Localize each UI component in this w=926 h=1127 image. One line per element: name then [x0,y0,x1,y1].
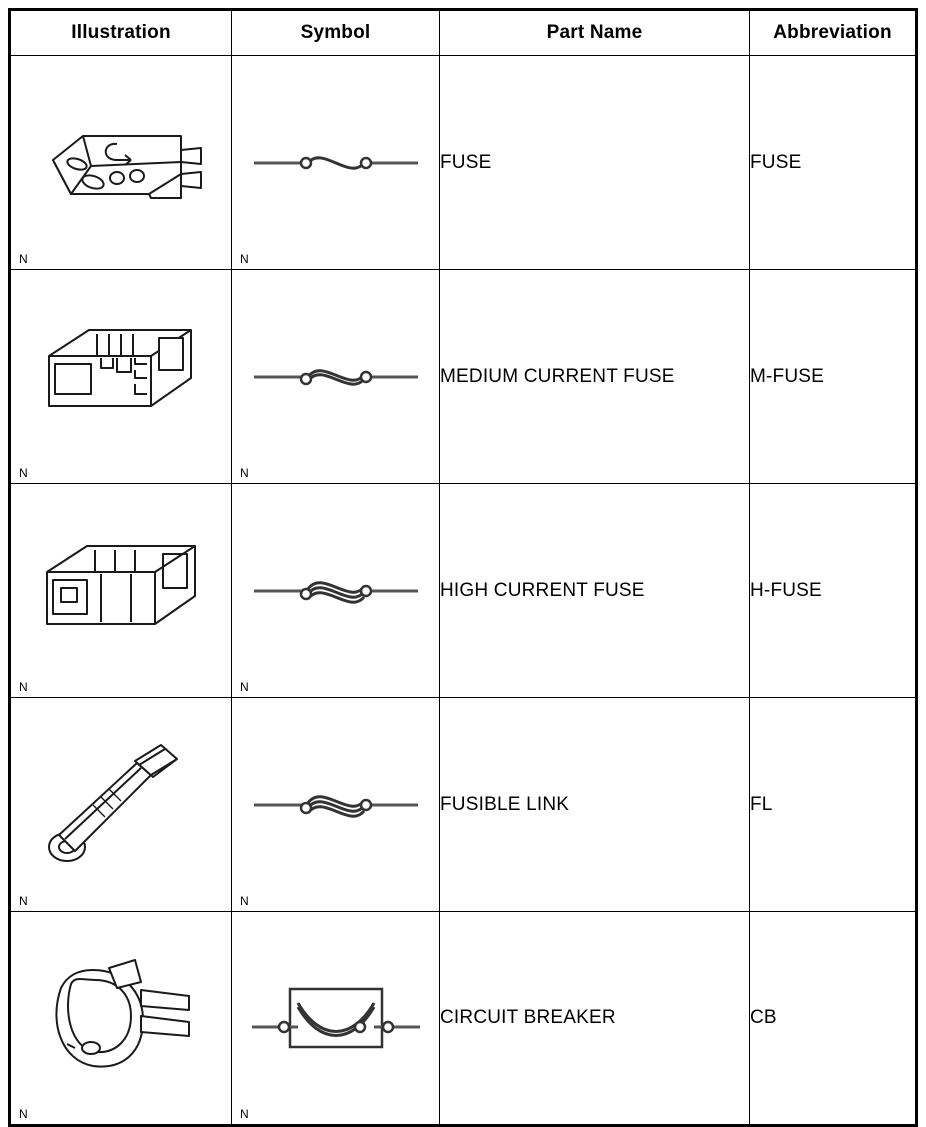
table-header [10,10,917,56]
symbol-note-mark: N [240,680,249,694]
blade-fuse-illustration [11,98,231,228]
symbol-cell [232,484,440,698]
column-header-illustration: Illustration [10,10,232,56]
parts-legend-page [0,8,926,1126]
fusible-link-symbol [232,775,439,835]
fuse-symbol [232,133,439,193]
table-row [10,270,917,484]
symbol-cell [232,270,440,484]
symbol-cell [232,912,440,1126]
illustration-cell [10,912,232,1126]
illustration-cell [10,484,232,698]
symbol-cell [232,56,440,270]
abbreviation-cell: CB [750,912,917,1126]
illustration-cell [10,698,232,912]
column-header-part-name: Part Name [440,10,750,56]
high-current-fuse-illustration [11,526,231,656]
table-body [10,56,917,1126]
part-name-cell: HIGH CURRENT FUSE [440,484,750,698]
symbol-note-mark: N [240,252,249,266]
symbol-note-mark: N [240,466,249,480]
circuit-breaker-illustration [11,948,231,1088]
fusible-link-illustration [11,735,231,875]
table-row [10,56,917,270]
medium-current-fuse-illustration [11,312,231,442]
symbol-cell [232,698,440,912]
illustration-note-mark: N [19,466,28,480]
part-name-cell: MEDIUM CURRENT FUSE [440,270,750,484]
symbol-note-mark: N [240,1107,249,1121]
abbreviation-cell: FL [750,698,917,912]
part-name-cell: CIRCUIT BREAKER [440,912,750,1126]
symbol-note-mark: N [240,894,249,908]
illustration-note-mark: N [19,252,28,266]
abbreviation-cell: FUSE [750,56,917,270]
illustration-note-mark: N [19,894,28,908]
table-header-row [10,10,917,56]
abbreviation-cell: M-FUSE [750,270,917,484]
illustration-note-mark: N [19,1107,28,1121]
table-row [10,484,917,698]
abbreviation-cell: H-FUSE [750,484,917,698]
part-name-cell: FUSIBLE LINK [440,698,750,912]
circuit-breaker-symbol [232,973,439,1063]
high-current-fuse-symbol [232,561,439,621]
parts-legend-table [8,8,918,1127]
illustration-cell [10,56,232,270]
column-header-symbol: Symbol [232,10,440,56]
table-row [10,912,917,1126]
table-row [10,698,917,912]
illustration-cell [10,270,232,484]
illustration-note-mark: N [19,680,28,694]
column-header-abbreviation: Abbreviation [750,10,917,56]
part-name-cell: FUSE [440,56,750,270]
medium-current-fuse-symbol [232,347,439,407]
